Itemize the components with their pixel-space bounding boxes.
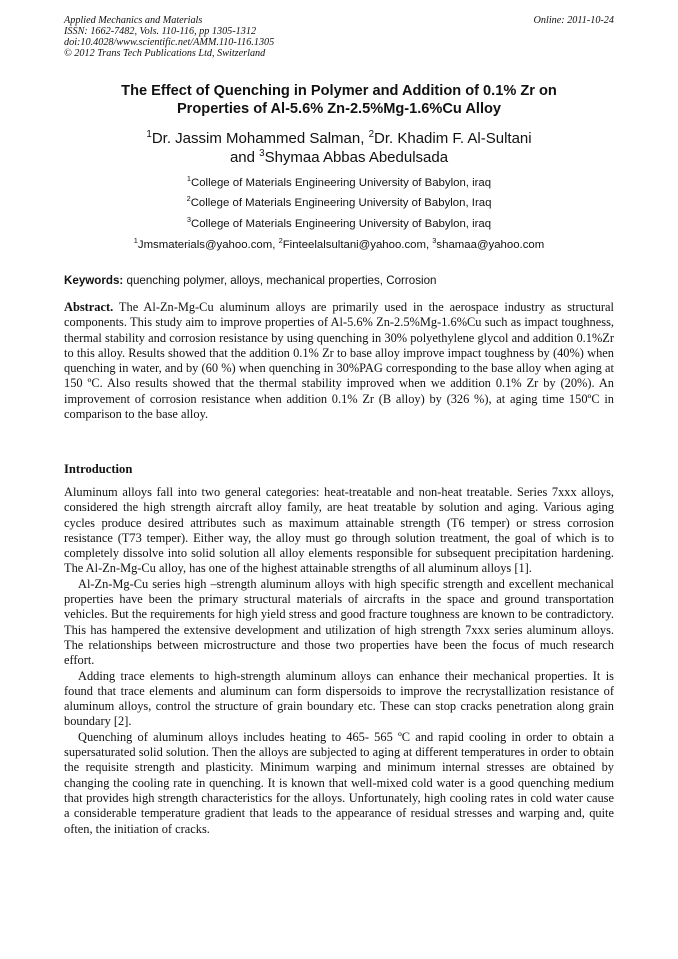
email-1-marker: 1 xyxy=(133,236,138,246)
email-1: Jmsmaterials@yahoo.com, xyxy=(137,239,279,251)
affiliation-3 xyxy=(64,217,614,231)
introduction-body xyxy=(64,485,614,837)
title-line-1: The Effect of Quenching in Polymer and Addition of 0.1% Zr on xyxy=(121,83,557,99)
author-2-marker: 2 xyxy=(368,129,375,140)
abstract-label: Abstract. xyxy=(64,300,114,314)
affiliation-3-marker: 3 xyxy=(186,215,191,225)
email-3-marker: 3 xyxy=(432,236,437,246)
affiliation-2-marker: 2 xyxy=(186,194,191,204)
abstract-text: The Al-Zn-Mg-Cu aluminum alloys are primarily used in the aerospace industry as structural components. This study aim to improve properties of Al-5.6% Zn-2.5%Mg-1.6%Cu such as impact toughness, thermal stability and corrosion resistance by using quenching in 30% polyethylene glycol and addition 0.1%Zr to this alloy. Results showed that the addition 0.1% Zr to base alloy improve impact toughness by (40%) when quenching in water, and by (60 %) when quenching in 30%PAG corresponding to the base alloy when aging at 150 ºC. Also results showed that the thermal stability improved when we addition 0.1% Zr by (20%). An improvement of corrosion resistance when addition 0.1% Zr (B alloy) by (326 %), at aging time 150ºC in comparison to the base alloy. xyxy=(64,300,614,422)
abstract xyxy=(64,300,614,422)
issn-line: ISSN: 1662-7482, Vols. 110-116, pp 1305-1312 xyxy=(64,26,257,37)
affiliation-2-text: College of Materials Engineering University of Babylon, Iraq xyxy=(190,197,492,209)
journal-header xyxy=(64,15,274,59)
intro-paragraph-2: Al-Zn-Mg-Cu series high –strength aluminum alloys with high specific strength and excellent mechanical properties have been the primary structural materials of aircrafts in the space and ground transportation vehicles. But the requirements for high yield stress and good fracture toughness are known to be contradictory. This has hampered the extensive development and utilization of high strength 7xxx series aluminum alloys. The relationships between microstructure and those two properties have been the focus of much research effort. xyxy=(64,576,614,668)
email-list xyxy=(64,238,614,252)
author-3: Shymaa Abbas Abedulsada xyxy=(264,149,449,166)
author-list xyxy=(64,129,614,167)
online-date: Online: 2011-10-24 xyxy=(533,15,614,26)
author-line-2 xyxy=(64,148,614,167)
title-line-2: Properties of Al-5.6% Zn-2.5%Mg-1.6%Cu Alloy xyxy=(176,101,502,117)
affiliation-2 xyxy=(64,196,614,210)
author-3-marker: 3 xyxy=(259,148,265,159)
affiliation-3-text: College of Materials Engineering University of Babylon, iraq xyxy=(191,218,492,230)
email-3: shamaa@yahoo.com xyxy=(436,239,545,251)
author-1: Dr. Jassim Mohammed Salman, xyxy=(151,130,369,147)
author-conjunction: and xyxy=(229,149,260,166)
email-2-marker: 2 xyxy=(278,236,283,246)
intro-paragraph-4: Quenching of aluminum alloys includes heating to 465- 565 ºC and rapid cooling in order to obtain a supersaturated solid solution. Then the alloys are subjected to aging at different temperatures in order to obtain the requisite strength and plasticity. Minimum warping and minimum internal stresses are obtained by changing the cooling rate in quenching. It is known that well-mixed cold water is a good quenching medium that provides high strength characteristics for the alloys. Unfortunately, high cooling rates in cold water cause a considerable temperature gradient that leads to the appearance of residual stresses and warping and, quite often, the initiation of cracks. xyxy=(64,729,614,836)
introduction-heading: Introduction xyxy=(64,462,133,476)
doi-line: doi:10.4028/www.scientific.net/AMM.110-116.1305 xyxy=(64,37,275,48)
intro-paragraph-1: Aluminum alloys fall into two general categories: heat-treatable and non-heat treatable. Series 7xxx alloys, considered the high strength aircraft alloy family, are heat treatable by solution and aging. Various aging cycles produce desired attributes such as maximum attainable strength (T6 temper) or stress corrosion resistance (T73 temper). Either way, the alloy must go through solution treatment, the goal of which is to completely dissolve into solid solution all alloy elements responsible for subsequent precipitation hardening. The Al-Zn-Mg-Cu alloy, has one of the highest attainable strengths of all aluminum alloys [1]. xyxy=(64,485,614,576)
author-line-1 xyxy=(64,129,614,148)
paper-title xyxy=(64,82,614,118)
keywords-label: Keywords: xyxy=(64,274,124,287)
affiliation-1-text: College of Materials Engineering University of Babylon, iraq xyxy=(191,177,492,189)
keywords xyxy=(64,274,614,288)
author-2: Dr. Khadim F. Al-Sultani xyxy=(374,130,532,147)
copyright-line: © 2012 Trans Tech Publications Ltd, Switzerland xyxy=(64,48,266,59)
email-2: Finteelalsultani@yahoo.com, xyxy=(282,239,433,251)
author-1-marker: 1 xyxy=(146,129,152,140)
affiliation-1-marker: 1 xyxy=(186,174,191,184)
affiliation-1 xyxy=(64,176,614,190)
keywords-text: quenching polymer, alloys, mechanical properties, Corrosion xyxy=(123,274,437,287)
intro-paragraph-3: Adding trace elements to high-strength aluminum alloys can enhance their mechanical properties. It is found that trace elements and aluminum can form dispersoids to improve the recrystallization resistance of aluminum alloys, control the structure of grain boundary etc. These can stop cracks penetration along grain boundary [2]. xyxy=(64,668,614,729)
journal-name: Applied Mechanics and Materials xyxy=(64,15,203,26)
